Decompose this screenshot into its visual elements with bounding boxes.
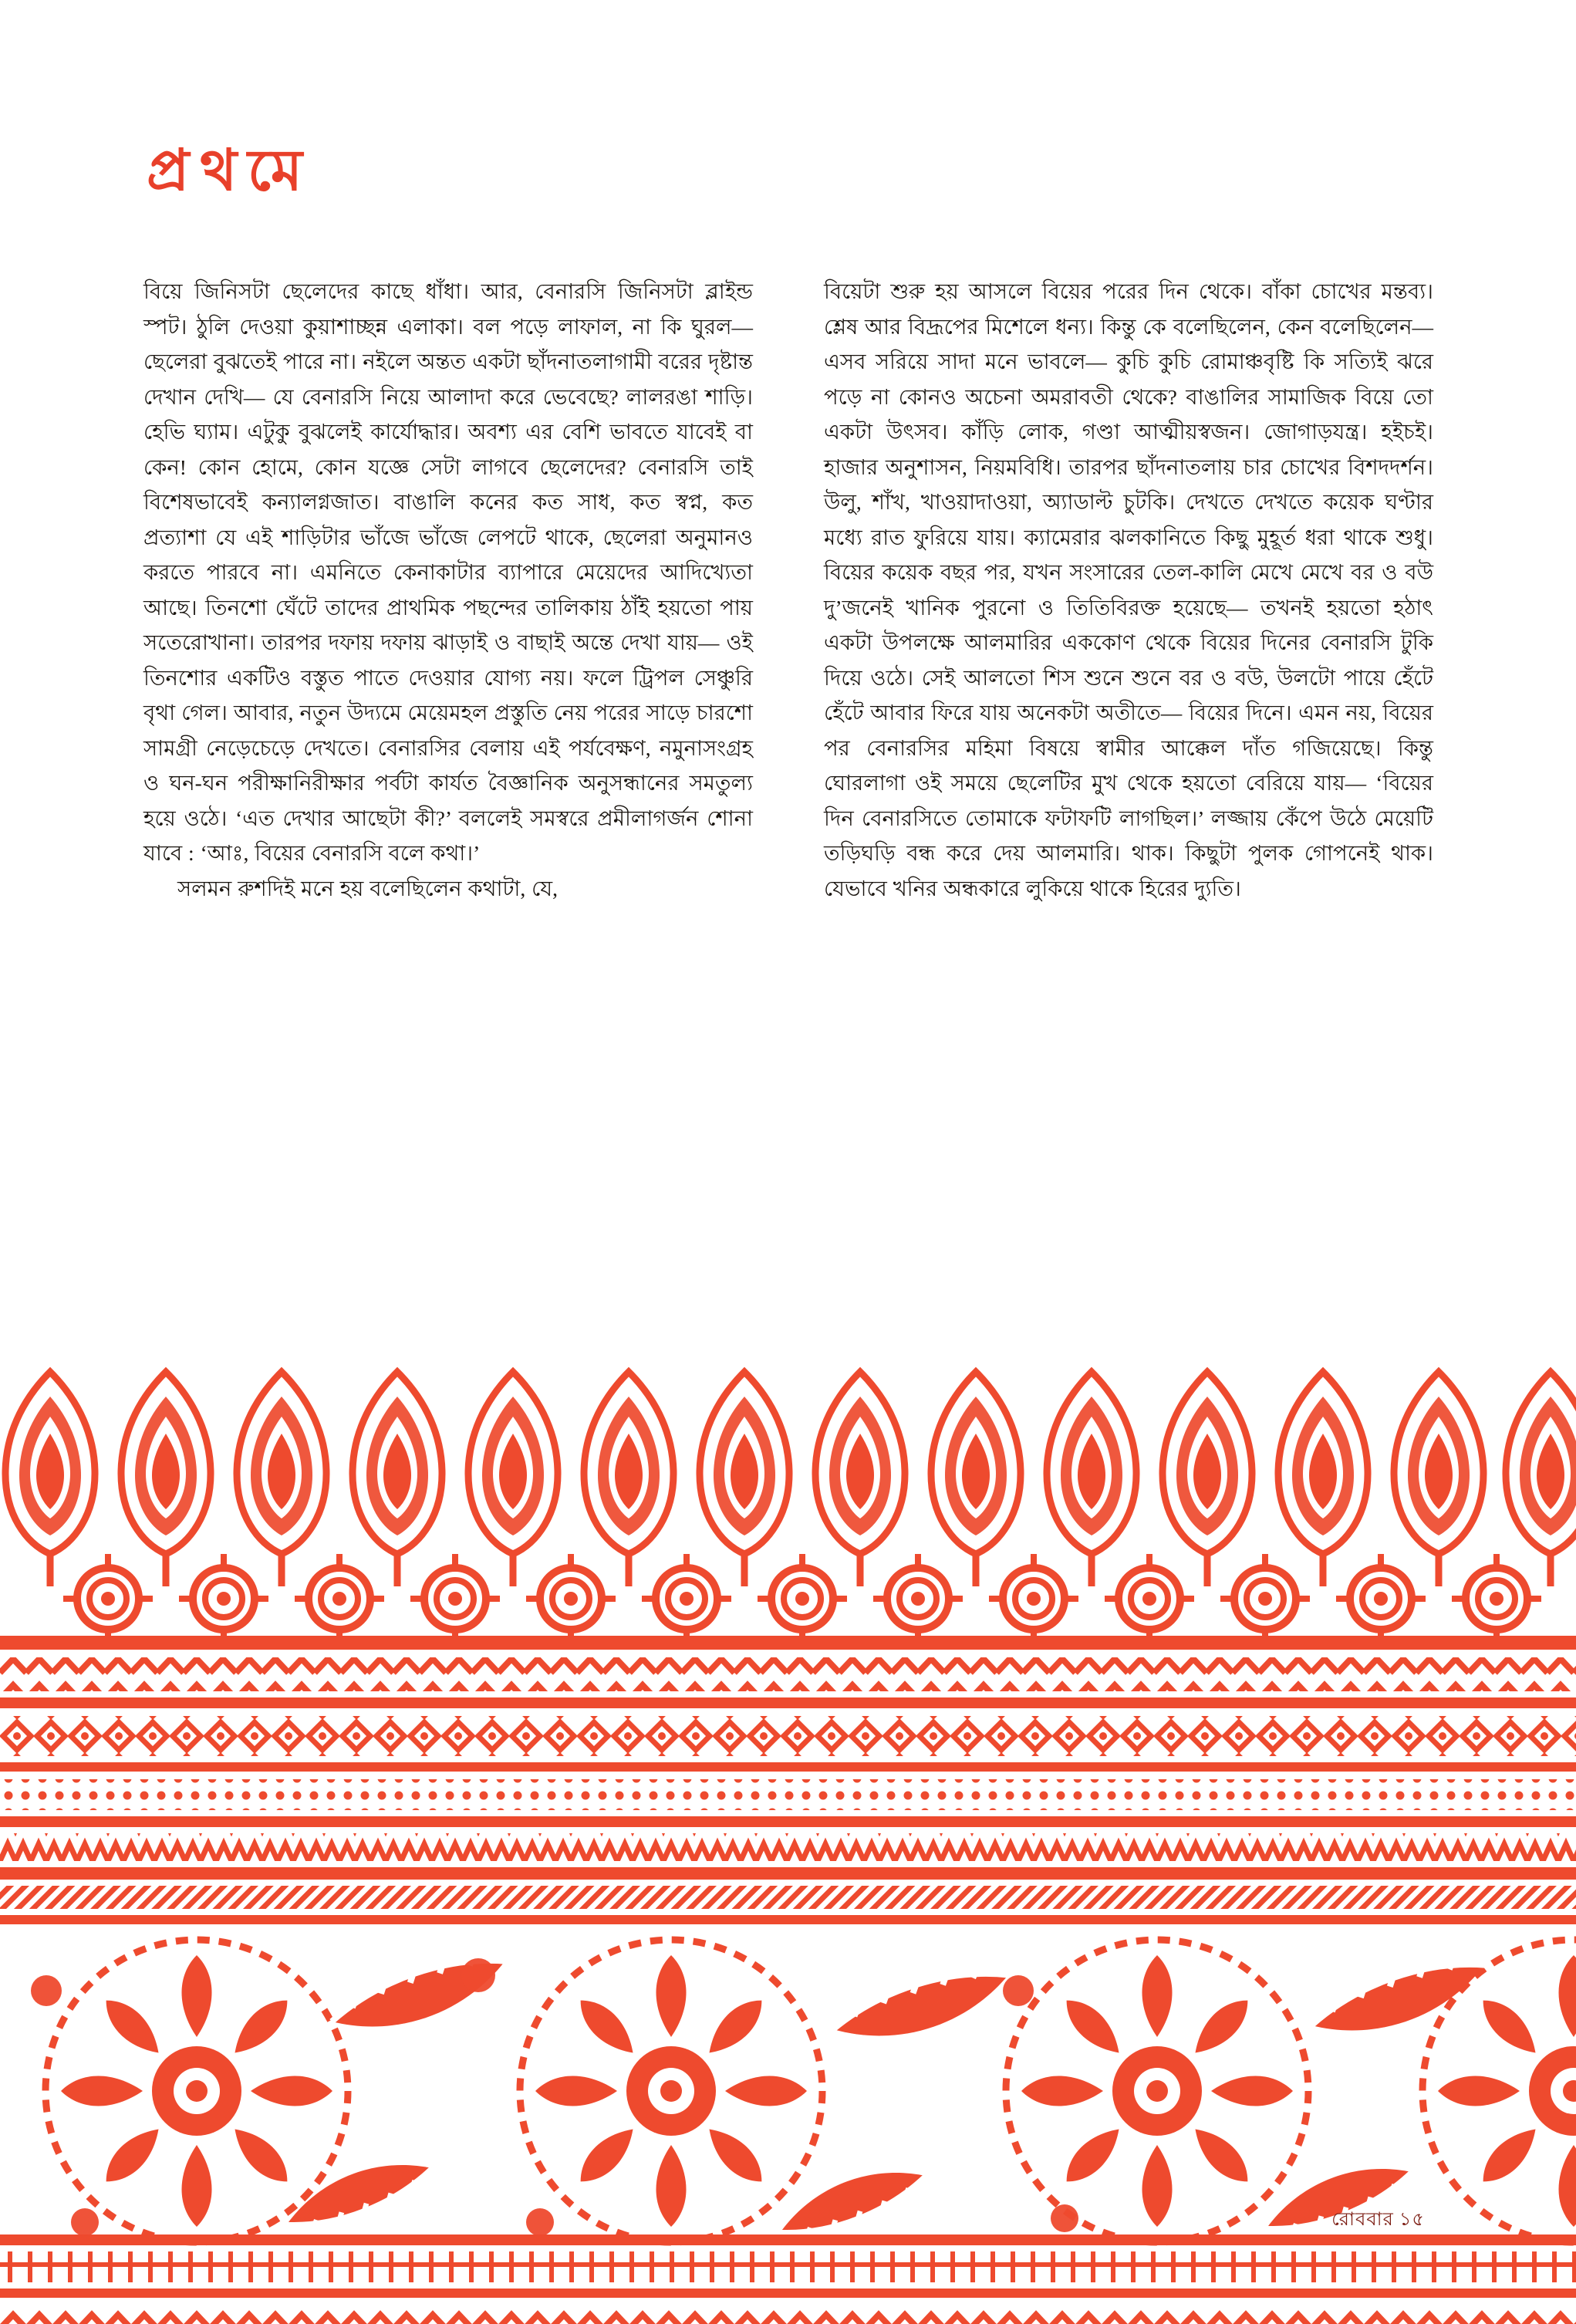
- page-title: প্রথমে: [147, 140, 313, 203]
- paragraph: সলমন রুশদিই মনে হয় বলেছিলেন কথাটা, যে,: [177, 876, 559, 900]
- ornament-svg: [0, 1312, 1576, 2324]
- right-column: [824, 274, 1433, 1292]
- page-folio: রোববার ১৫: [1331, 2210, 1425, 2230]
- alpona-border-illustration: [0, 1312, 1576, 2324]
- paragraph: বিয়েটা শুরু হয় আসলে বিয়ের পরের দিন থেকে। বাঁকা চোখের মন্তব্য। শ্লেষ আর বিদ্রূপের মিশেলে ধন্য। কিন্তু কে বলেছিলেন, কেন বলেছিলেন— এসব সরিয়ে সাদা মনে ভাবলে— কুচি কুচি রোমাঞ্চবৃষ্টি কি সত্যিই ঝরে পড়ে না কোনও অচেনা অমরাবতী থেকে? বাঙালির সামাজিক বিয়ে তো একটা উৎসব। কাঁড়ি লোক, গণ্ডা আত্মীয়স্বজন। জোগাড়যন্ত্র। হইচই। হাজার অনুশাসন, নিয়মবিধি। তারপর ছাঁদনাতলায় চার চোখের বিশদদর্শন। উলু, শাঁখ, খাওয়াদাওয়া, অ্যাডাল্ট চুটকি। দেখতে দেখতে কয়েক ঘণ্টার মধ্যে রাত ফুরিয়ে যায়। ক্যামেরার ঝলকানিতে কিছু মুহূর্ত ধরা থাকে শুধু। বিয়ের কয়েক বছর পর, যখন সংসারের তেল-কালি মেখে মেখে বর ও বউ দু’জনেই খানিক পুরনো ও তিতিবিরক্ত হয়েছে— তখনই হয়তো হঠাৎ একটা উপলক্ষে আলমারির এককোণ থেকে বিয়ের দিনের বেনারসি টুকি দিয়ে ওঠে। সেই আলতো শিস শুনে শুনে বর ও বউ, উলটো পায়ে হেঁটে হেঁটে আবার ফিরে যায় অনেকটা অতীতে— বিয়ের দিনে। এমন নয়, বিয়ের পর বেনারসির মহিমা বিষয়ে স্বামীর আক্কেল দাঁত গজিয়েছে। কিন্তু ঘোরলাগা ওই সময়ে ছেলেটির মুখ থেকে হয়তো বেরিয়ে যায়— ‘বিয়ের দিন বেনারসিতে তোমাকে ফটাফটি লাগছিল।’ লজ্জায় কেঁপে উঠে মেয়েটি তড়িঘড়ি বন্ধ করে দেয় আলমারি। থাক। কিছুটা পুলক গোপনেই থাক। যেভাবে খনির অন্ধকারে লুকিয়ে থাকে হিরের দ্যুতি।: [824, 279, 1433, 900]
- paragraph: বিয়ে জিনিসটা ছেলেদের কাছে ধাঁধা। আর, বেনারসি জিনিসটা ব্লাইন্ড স্পট। ঠুলি দেওয়া কুয়াশাচ্ছন্ন এলাকা। বল পড়ে লাফাল, না কি ঘুরল— ছেলেরা বুঝতেই পারে না। নইলে অন্তত একটা ছাঁদনাতলাগামী বরের দৃষ্টান্ত দেখান দেখি— যে বেনারসি নিয়ে আলাদা করে ভেবেছে? লালরঙা শাড়ি। হেভি ঘ্যাম। এটুকু বুঝলেই কার্যোদ্ধার। অবশ্য এর বেশি ভাবতে যাবেই বা কেন! কোন হোমে, কোন যজ্ঞে সেটা লাগবে ছেলেদের? বেনারসি তাই বিশেষভাবেই কন্যালগ্নজাত। বাঙালি কনের কত সাধ, কত স্বপ্ন, কত প্রত্যাশা যে এই শাড়িটার ভাঁজে ভাঁজে লেপটে থাকে, ছেলেরা অনুমানও করতে পারবে না। এমনিতে কেনাকাটার ব্যাপারে মেয়েদের আদিখ্যেতা আছে। তিনশো ঘেঁটে তাদের প্রাথমিক পছন্দের তালিকায় ঠাঁই হয়তো পায় সতেরোখানা। তারপর দফায় দফায় ঝাড়াই ও বাছাই অন্তে দেখা যায়— ওই তিনশোর একটিও বস্তুত পাতে দেওয়ার যোগ্য নয়। ফলে ট্রিপল সেঞ্চুরি বৃথা গেল। আবার, নতুন উদ্যমে মেয়েমহল প্রস্তুতি নেয় পরের সাড়ে চারশো সামগ্রী নেড়েচেড়ে দেখতে। বেনারসির বেলায় এই পর্যবেক্ষণ, নমুনাসংগ্রহ ও ঘন-ঘন পরীক্ষানিরীক্ষার পর্বটা কার্যত বৈজ্ঞানিক অনুসন্ধানের সমতুল্য হয়ে ওঠে। ‘এত দেখার আছেটা কী?’ বললেই সমস্বরে প্রমীলাগর্জন শোনা যাবে : ‘আঃ, বিয়ের বেনারসি বলে কথা।’: [143, 279, 753, 865]
- left-column: [143, 274, 753, 1292]
- article-body: [143, 274, 1433, 1292]
